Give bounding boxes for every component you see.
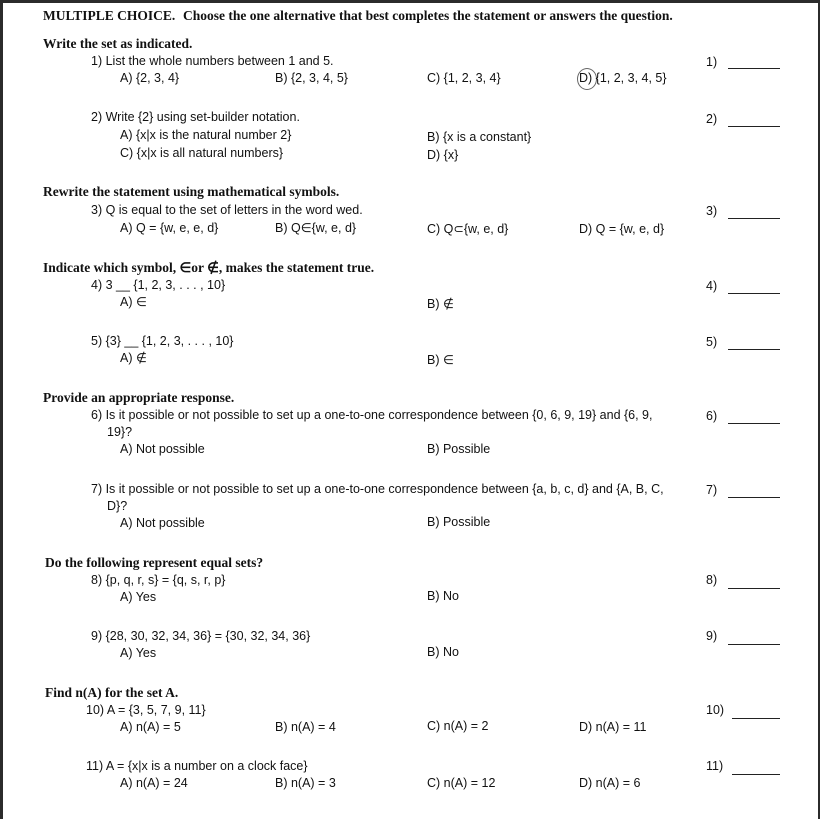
choice-c[interactable]: C) n(A) = 12 [427,776,496,790]
answer-number: 7) [706,483,718,497]
choice-a[interactable]: A) Q = {w, e, e, d} [120,221,219,235]
choice-c[interactable]: C) {x|x is all natural numbers} [120,146,284,160]
section-heading: Find n(A) for the set A. [45,685,179,700]
choice-a[interactable]: A) Not possible [120,442,205,456]
question-stem: 6) Is it possible or not possible to set up a one-to-one correspondence between {0, 6, 9, 19} and {6, 9, [91,408,653,422]
question-stem: 5) {3} __ {1, 2, 3, . . . , 10} [91,334,234,348]
header-instruction: Choose the one alternative that best completes the statement or answers the question. [183,8,673,23]
question-stem: 1) List the whole numbers between 1 and 5. [91,54,334,68]
question-stem: 7) Is it possible or not possible to set up a one-to-one correspondence between {a, b, c, d} and {A, B, C, [91,482,664,496]
choice-a[interactable]: A) {2, 3, 4} [120,71,180,85]
choice-a[interactable]: A) {x|x is the natural number 2} [120,128,292,142]
answer-blank[interactable] [732,718,780,719]
choice-d[interactable]: D) n(A) = 6 [579,776,641,790]
question-stem: 9) {28, 30, 32, 34, 36} = {30, 32, 34, 36} [91,629,311,643]
choice-b[interactable]: B) Q∈{w, e, d} [275,221,357,235]
question-stem: 10) A = {3, 5, 7, 9, 11} [86,703,206,717]
choice-b[interactable]: B) n(A) = 4 [275,720,336,734]
answer-number: 1) [706,55,718,69]
answer-number: 2) [706,112,718,126]
answer-number: 8) [706,573,718,587]
answer-blank[interactable] [728,349,780,350]
choice-c[interactable]: C) n(A) = 2 [427,719,489,733]
choice-c[interactable]: C) Q⊂{w, e, d} [427,222,509,236]
answer-blank[interactable] [728,68,780,69]
question-stem: 8) {p, q, r, s} = {q, s, r, p} [91,573,226,587]
question-stem: 11) A = {x|x is a number on a clock face} [86,759,308,773]
answer-blank[interactable] [728,644,780,645]
question-stem: 2) Write {2} using set-builder notation. [91,110,300,124]
choice-a[interactable]: A) ∈ [120,295,147,309]
answer-blank[interactable] [728,218,780,219]
choice-d[interactable]: D) n(A) = 11 [579,720,647,734]
choice-d[interactable]: D) Q = {w, e, d} [579,222,665,236]
choice-b[interactable]: B) No [427,645,459,659]
header-label: MULTIPLE CHOICE. [43,8,176,23]
choice-a[interactable]: A) ∉ [120,351,147,365]
choice-b[interactable]: B) ∈ [427,353,454,367]
choice-b[interactable]: B) {2, 3, 4, 5} [275,71,348,85]
choice-b[interactable]: B) Possible [427,515,491,529]
page-left-border [0,0,3,819]
answer-blank[interactable] [728,126,780,127]
choice-b[interactable]: B) n(A) = 3 [275,776,336,790]
section-heading: Provide an appropriate response. [43,390,235,405]
section-heading: Indicate which symbol, ∈or ∉, makes the statement true. [43,260,375,275]
answer-number: 5) [706,335,718,349]
answer-blank[interactable] [728,588,780,589]
choice-a[interactable]: A) n(A) = 24 [120,776,188,790]
answer-number: 11) [706,759,724,773]
section-heading: Write the set as indicated. [43,36,193,51]
choice-c[interactable]: C) {1, 2, 3, 4} [427,71,501,85]
choice-a[interactable]: A) Yes [120,590,157,604]
answer-blank[interactable] [728,293,780,294]
page-top-border [0,0,820,3]
choice-b[interactable]: B) Possible [427,442,491,456]
question-stem: 4) 3 __ {1, 2, 3, . . . , 10} [91,278,226,292]
choice-a[interactable]: A) Yes [120,646,157,660]
answer-blank[interactable] [728,497,780,498]
answer-number: 9) [706,629,718,643]
answer-number: 6) [706,409,718,423]
answer-number: 10) [706,703,725,717]
choice-b[interactable]: B) {x is a constant} [427,130,532,144]
answer-blank[interactable] [728,423,780,424]
answer-number: 3) [706,204,718,218]
section-heading: Do the following represent equal sets? [45,555,264,570]
question-stem-continued: 19}? [107,425,133,439]
choice-a[interactable]: A) n(A) = 5 [120,720,181,734]
section-heading: Rewrite the statement using mathematical symbols. [43,184,340,199]
answer-number: 4) [706,279,718,293]
choice-b[interactable]: B) No [427,589,459,603]
choice-d[interactable]: D) {1, 2, 3, 4, 5} [579,71,667,85]
choice-a[interactable]: A) Not possible [120,516,205,530]
choice-b[interactable]: B) ∉ [427,297,454,311]
choice-d[interactable]: D) {x} [427,148,459,162]
question-stem-continued: D}? [107,499,128,513]
question-stem: 3) Q is equal to the set of letters in the word wed. [91,203,363,217]
answer-blank[interactable] [732,774,780,775]
